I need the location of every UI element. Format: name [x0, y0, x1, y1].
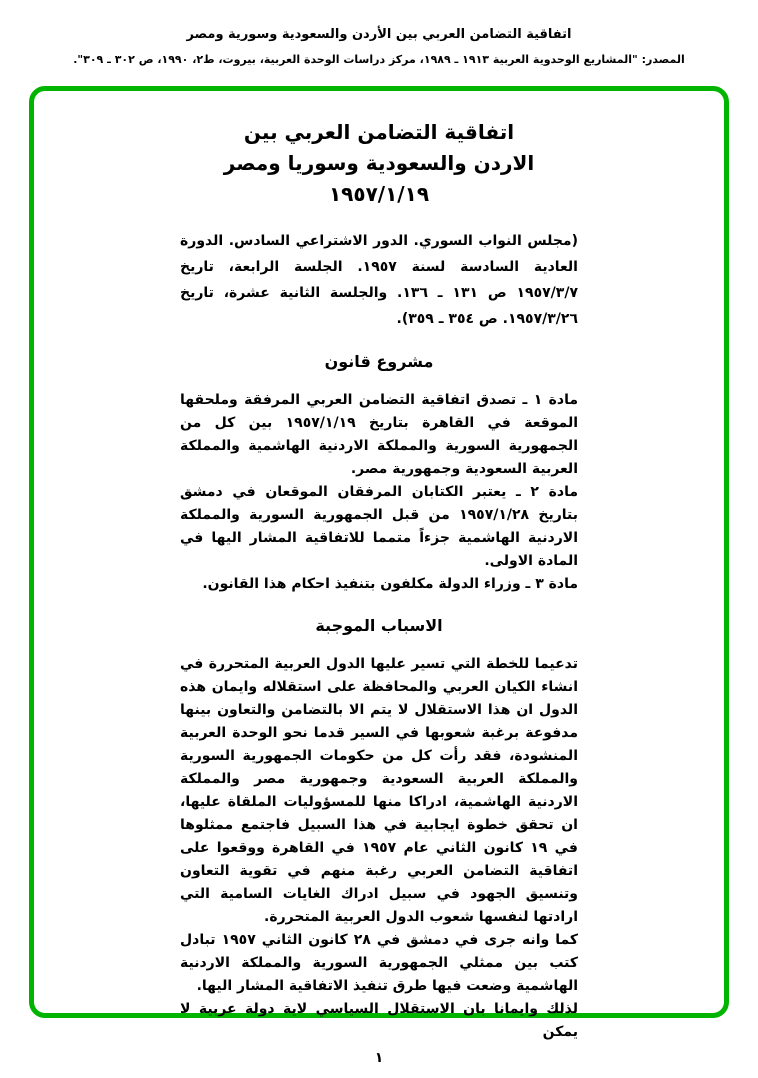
- reasons-paragraph-3: لذلك وايمانا بان الاستقلال السياسي لاية دولة عربية لا يمكن: [180, 1001, 578, 1040]
- source-header: [0, 0, 758, 66]
- document-title: [180, 117, 578, 210]
- page-footer: [0, 1050, 758, 1066]
- article-3: مادة ٣ ـ وزراء الدولة مكلفون بتنفيذ احكام هذا القانون.: [202, 576, 578, 592]
- article-2: مادة ٢ ـ يعتبر الكتابان المرفقان الموقعان في دمشق بتاريخ ١٩٥٧/١/٢٨ من قبل الجمهورية السورية والمملكة الاردنية الهاشمية جزءاً متمما للاتفاقية المشار اليها في المادة الاولى.: [180, 484, 579, 569]
- reasons-heading: الاسباب الموجبة: [315, 616, 443, 635]
- reasons-paragraph-1: تدعيما للخطة التي تسير عليها الدول العربية المتحررة في انشاء الكيان العربي والمحافظة على استقلاله وايمان هذه الدول ان هذا الاستقلال لا يتم الا بالتضامن والتعاون بينها مدفوعة برغبة شعوبها في السير قدما نحو الوحدة العربية المنشودة، فقد رأت كل من حكومات الجمهورية السورية والمملكة العربية السعودية وجمهورية مصر والمملكة الاردنية الهاشمية، ادراكا منها للمسؤوليات الملقاة عليها، ان تحقق خطوة ايجابية في هذا السبيل فاجتمع ممثلوها في ١٩ كانون الثاني عام ١٩٥٧ في القاهرة ووقعوا على اتفاقية التضامن العربي رغبة منهم في تقوية التعاون وتنسيق الجهود في سبيل ادراك الغايات السامية التي ارادتها لنفسها شعوب الدول العربية المتحررة.: [180, 656, 578, 925]
- title-line-1: اتفاقية التضامن العربي بين: [243, 120, 515, 144]
- source-header-title: اتفاقية التضامن العربي بين الأردن والسعودية وسورية ومصر: [186, 27, 572, 42]
- source-citation: المصدر: "المشاريع الوحدوية العربية ١٩١٣ ـ ١٩٨٩، مركز دراسات الوحدة العربية، بيروت، ط٢، ١٩٩٠، ص ٣٠٢ ـ ٣٠٩".: [73, 53, 685, 66]
- reasons-paragraph-2: كما وانه جرى في دمشق في ٢٨ كانون الثاني ١٩٥٧ تبادل كتب بين ممثلي الجمهورية السورية والمملكة الاردنية الهاشمية وضعت فيها طرق تنفيذ الاتفاقية المشار اليها.: [180, 932, 579, 994]
- title-line-2: الاردن والسعودية وسوريا ومصر: [223, 151, 535, 175]
- article-1: مادة ١ ـ تصدق اتفاقية التضامن العربي المرفقة وملحقها الموقعة في القاهرة بتاريخ ١٩٥٧/١/١٩ بين كل من الجمهورية السورية والمملكة الاردنية الهاشمية والمملكة العربية السعودية وجمهورية مصر.: [180, 392, 578, 477]
- title-date: ١٩٥٧/١/١٩: [328, 182, 430, 206]
- session-reference: (مجلس النواب السوري. الدور الاشتراعي السادس. الدورة العادية السادسة لسنة ١٩٥٧. الجلسة الرابعة، تاريخ ١٩٥٧/٣/٧ ص ١٣١ ـ ١٣٦. والجلسة الثانية عشرة، تاريخ ١٩٥٧/٣/٢٦. ص ٣٥٤ ـ ٣٥٩).: [180, 233, 578, 327]
- draft-law-heading: مشروع قانون: [324, 352, 434, 371]
- document-body: [180, 117, 578, 1044]
- page-number: ١: [374, 1050, 384, 1066]
- document-frame: [29, 86, 729, 1040]
- reasons-text: [180, 653, 578, 1044]
- law-articles: [180, 389, 578, 596]
